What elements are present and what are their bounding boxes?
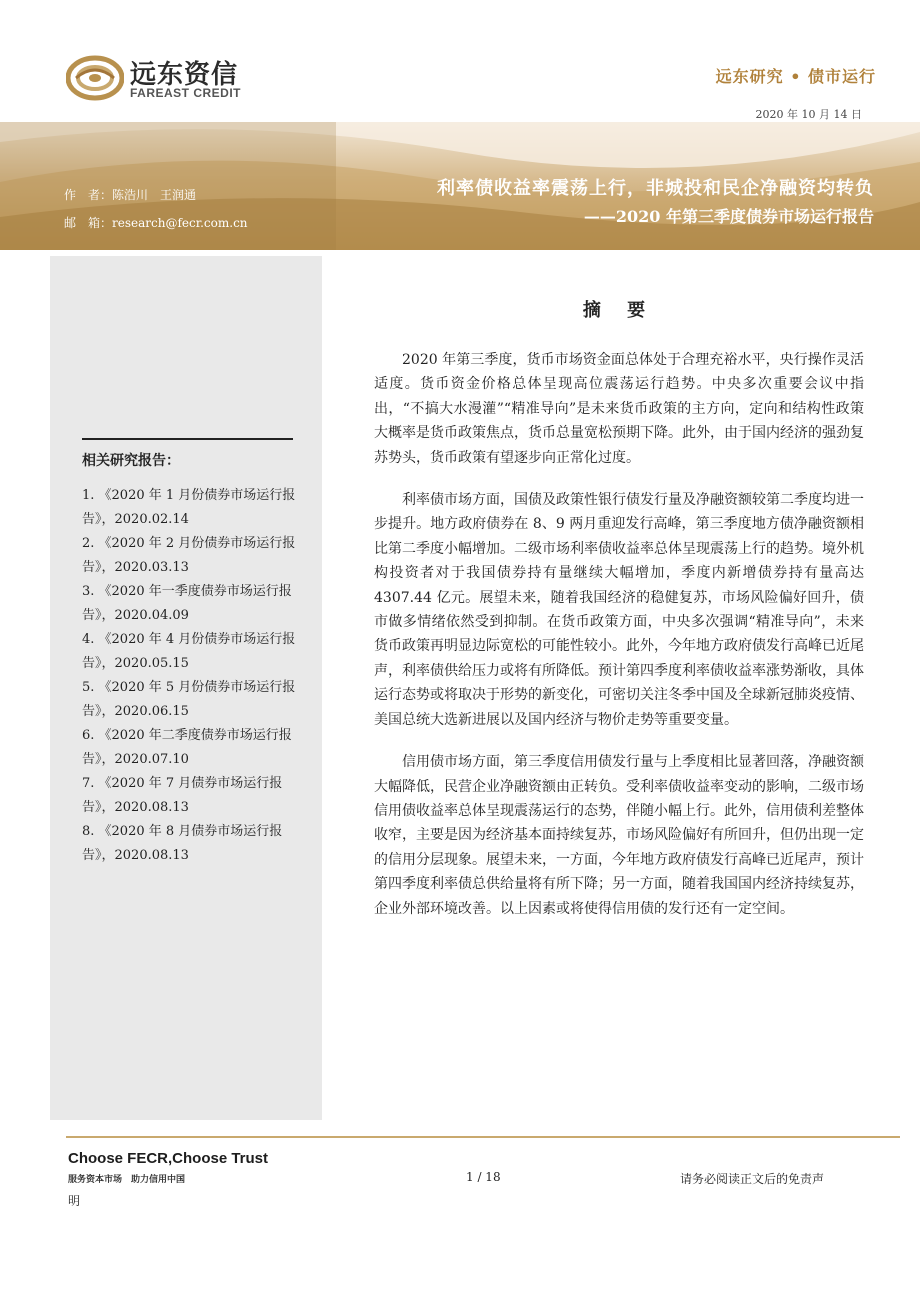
related-report-item: 7. 《2020 年 7 月债券市场运行报告》，2020.08.13: [82, 776, 283, 815]
related-report-item: 1. 《2020 年 1 月份债券市场运行报告》，2020.02.14: [82, 488, 296, 527]
sidebar: [50, 256, 322, 1120]
disclaimer-note-tail: 明: [68, 1194, 81, 1208]
footer-slogan-cn: 服务资本市场 助力信用中国: [68, 1175, 186, 1185]
abstract-paragraph-rates-bonds: 利率债市场方面，国债及政策性银行债发行量及净融资额较第二季度均进一步提升。地方政府债券在 8、9 两月重迎发行高峰，第三季度地方债净融资额相比第二季度小幅增加。二级市场利率债收益率总体呈现震荡上行的趋势。境外机构投资者对于我国债券持有量继续大幅增加，季度内新增债券持有量高达 4307.44 亿元。展望未来，随着我国经济的稳健复苏，市场风险偏好回升，债市做多情绪依然受到抑制。在货币政策方面，中央多次强调“精准导向”，未来货币政策再明显边际宽松的可能性较小。此外，今年地方政府债发行高峰已近尾声，利率债供给压力或将有所降低。预计第四季度利率债收益率涨势渐收，具体运行态势或将取决于形势的新变化，可密切关注冬季中国及全球新冠肺炎疫情、美国总统大选新进展以及国内经济与物价走势等重要变量。: [374, 492, 864, 728]
related-reports-list: [82, 484, 302, 868]
disclaimer-note: 请务必阅读正文后的免责声: [680, 1172, 825, 1186]
logo-chinese-name: 远东资信: [130, 60, 239, 90]
footer-slogan: Choose FECR,Choose Trust: [68, 1150, 269, 1167]
related-report-item: 2. 《2020 年 2 月份债券市场运行报告》，2020.03.13: [82, 536, 296, 575]
abstract-paragraph-credit-bonds: 信用债市场方面，第三季度信用债发行量与上季度相比显著回落，净融资额大幅降低，民营企业净融资额由正转负。受利率债收益率变动的影响，二级市场信用债收益率总体呈现震荡运行的态势，伴随小幅上行。此外，信用债利差整体收窄，主要是因为经济基本面持续复苏，市场风险偏好有所回升，但仍出现一定的信用分层现象。展望未来，一方面，今年地方政府债发行高峰已近尾声，预计第四季度利率债总供给量将有所下降；另一方面，随着我国国内经济持续复苏，企业外部环境改善。以上因素或将使得信用债的发行还有一定空间。: [374, 754, 864, 917]
page-number: 1 / 18: [466, 1170, 501, 1184]
related-report-item: 6. 《2020 年二季度债券市场运行报告》，2020.07.10: [82, 728, 292, 767]
abstract-section: [374, 296, 864, 939]
email-line: 邮 箱：research@fecr.com.cn: [64, 216, 248, 230]
related-report-item: 5. 《2020 年 5 月份债券市场运行报告》，2020.06.15: [82, 680, 296, 719]
footer-divider: [66, 1136, 900, 1138]
related-report-item: 4. 《2020 年 4 月份债券市场运行报告》，2020.05.15: [82, 632, 296, 671]
abstract-heading: 摘 要: [582, 300, 656, 321]
report-series: 远东研究 • 债市运行: [715, 67, 876, 86]
abstract-paragraph-money-market: 2020 年第三季度，货币市场资金面总体处于合理充裕水平，央行操作灵活适度。货币资金价格总体呈现高位震荡运行趋势。中央多次重要会议中指出，“不搞大水漫灌”“精准导向”是未来货币政策的主方向，定向和结构性政策大概率是货币政策焦点，货币总量宽松预期下降。此外，由于国内经济的强劲复苏势头，货币政策有望逐步向正常化过度。: [374, 352, 864, 466]
company-logo: [66, 54, 256, 106]
report-title: 利率债收益率震荡上行，非城投和民企净融资均转负: [437, 178, 874, 199]
title-banner: [0, 122, 920, 250]
related-report-item: 8. 《2020 年 8 月债券市场运行报告》，2020.08.13: [82, 824, 283, 863]
logo-english-name: FAREAST CREDIT: [130, 86, 242, 100]
fareast-logo-icon: [66, 54, 124, 102]
related-reports-heading: 相关研究报告：: [82, 453, 180, 469]
report-date: 2020 年 10 月 14 日: [755, 108, 862, 121]
author-line: 作 者：陈浩川 王润通: [64, 188, 197, 202]
report-subtitle: ——2020 年第三季度债券市场运行报告: [583, 207, 874, 226]
related-report-item: 3. 《2020 年一季度债券市场运行报告》，2020.04.09: [82, 584, 292, 623]
sidebar-divider: [82, 438, 293, 440]
